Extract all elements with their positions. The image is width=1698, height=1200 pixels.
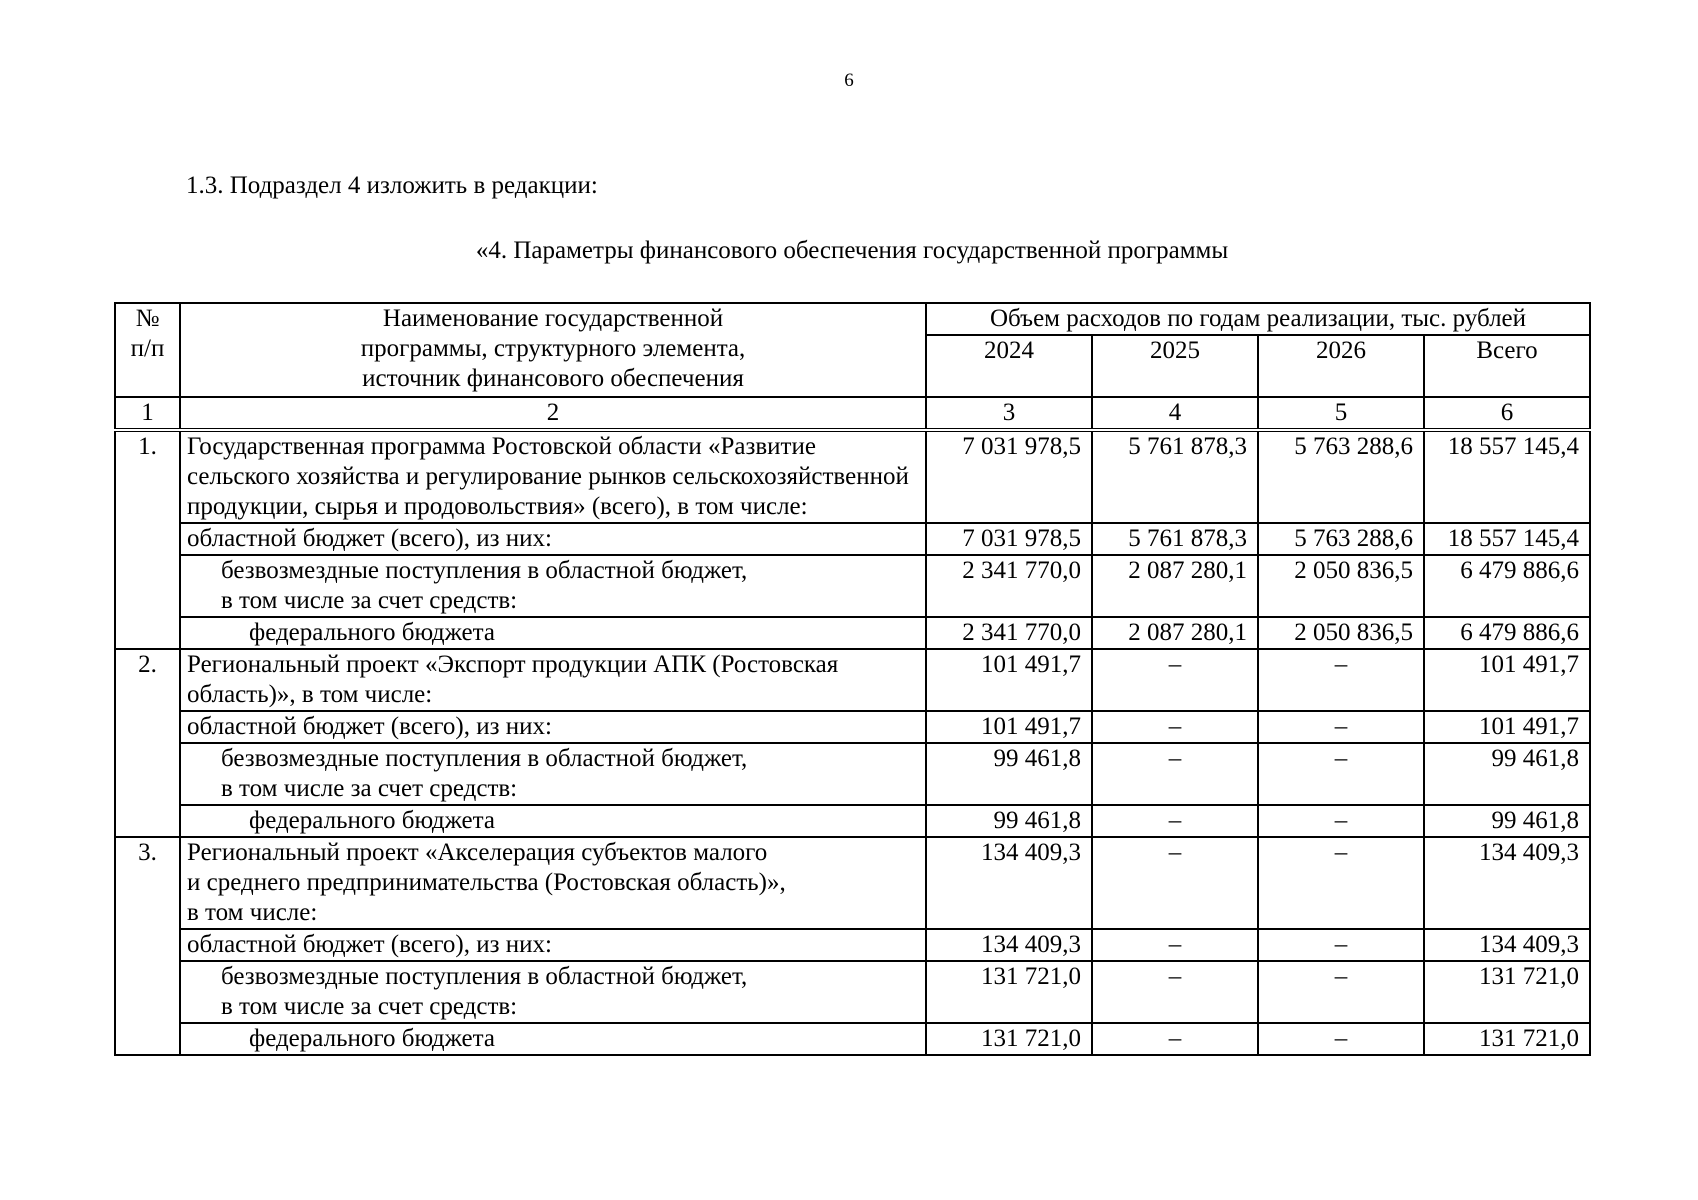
column-number: 2 [180,397,926,430]
table-row [115,430,1590,523]
column-number: 5 [1258,397,1424,430]
cell-2026: 5 763 288,6 [1258,430,1424,523]
table-row [115,1023,1590,1055]
column-number: 3 [926,397,1092,430]
cell-2026: 2 050 836,5 [1258,555,1424,617]
cell-total: 131 721,0 [1424,1023,1590,1055]
row-name: федерального бюджета [180,1023,926,1055]
row-name: безвозмездные поступления в областной бюджет, в том числе за счет средств: [180,555,926,617]
cell-total: 18 557 145,4 [1424,523,1590,555]
cell-2024: 101 491,7 [926,649,1092,711]
row-name: Региональный проект «Экспорт продукции АПК (Ростовская область)», в том числе: [180,649,926,711]
header-no: № п/п [115,303,180,397]
cell-2024: 7 031 978,5 [926,430,1092,523]
header-year-2026: 2026 [1258,335,1424,397]
table-row [115,711,1590,743]
cell-total: 134 409,3 [1424,837,1590,929]
table-row [115,805,1590,837]
cell-2026: 2 050 836,5 [1258,617,1424,649]
cell-2025: – [1092,929,1258,961]
row-name: федерального бюджета [180,805,926,837]
page-number: 6 [844,70,854,91]
row-number: 1. [115,430,180,649]
table-row [115,961,1590,1023]
table-row [115,929,1590,961]
cell-total: 18 557 145,4 [1424,430,1590,523]
row-name: Государственная программа Ростовской области «Развитие сельского хозяйства и регулирование рынков сельскохозяйственной продукции, сырья и продовольствия» (всего), в том числе: [180,430,926,523]
cell-2024: 134 409,3 [926,929,1092,961]
cell-2024: 7 031 978,5 [926,523,1092,555]
cell-2025: – [1092,837,1258,929]
cell-2026: – [1258,1023,1424,1055]
header-year-2024: 2024 [926,335,1092,397]
cell-total: 99 461,8 [1424,805,1590,837]
cell-2025: – [1092,711,1258,743]
cell-2024: 2 341 770,0 [926,555,1092,617]
row-name: федерального бюджета [180,617,926,649]
row-name: безвозмездные поступления в областной бюджет, в том числе за счет средств: [180,961,926,1023]
table-row [115,837,1590,929]
cell-total: 99 461,8 [1424,743,1590,805]
column-number: 1 [115,397,180,430]
cell-2025: – [1092,743,1258,805]
cell-2025: 2 087 280,1 [1092,617,1258,649]
cell-2025: – [1092,649,1258,711]
table-row [115,617,1590,649]
cell-2025: – [1092,1023,1258,1055]
cell-2026: – [1258,743,1424,805]
cell-2024: 131 721,0 [926,961,1092,1023]
financing-table [114,302,1591,1056]
cell-2026: – [1258,711,1424,743]
column-number: 6 [1424,397,1590,430]
cell-total: 131 721,0 [1424,961,1590,1023]
cell-2026: – [1258,805,1424,837]
header-total: Всего [1424,335,1590,397]
row-number: 3. [115,837,180,1055]
cell-total: 134 409,3 [1424,929,1590,961]
row-name: областной бюджет (всего), из них: [180,711,926,743]
row-name: безвозмездные поступления в областной бюджет, в том числе за счет средств: [180,743,926,805]
cell-2026: 5 763 288,6 [1258,523,1424,555]
table-row [115,555,1590,617]
intro-paragraph: 1.3. Подраздел 4 изложить в редакции: [186,172,598,199]
cell-2024: 99 461,8 [926,743,1092,805]
cell-total: 101 491,7 [1424,649,1590,711]
cell-2026: – [1258,837,1424,929]
cell-2025: 5 761 878,3 [1092,523,1258,555]
cell-2025: – [1092,805,1258,837]
header-year-2025: 2025 [1092,335,1258,397]
cell-total: 6 479 886,6 [1424,617,1590,649]
table-row [115,743,1590,805]
cell-2026: – [1258,649,1424,711]
row-name: Региональный проект «Акселерация субъектов малого и среднего предпринимательства (Ростовская область)», в том числе: [180,837,926,929]
row-name: областной бюджет (всего), из них: [180,929,926,961]
cell-2024: 131 721,0 [926,1023,1092,1055]
cell-total: 6 479 886,6 [1424,555,1590,617]
table-row [115,523,1590,555]
cell-total: 101 491,7 [1424,711,1590,743]
table-body [115,430,1590,1055]
cell-2026: – [1258,929,1424,961]
cell-2026: – [1258,961,1424,1023]
row-number: 2. [115,649,180,837]
table-row [115,649,1590,711]
row-name: областной бюджет (всего), из них: [180,523,926,555]
cell-2025: 5 761 878,3 [1092,430,1258,523]
cell-2024: 134 409,3 [926,837,1092,929]
cell-2024: 2 341 770,0 [926,617,1092,649]
cell-2024: 101 491,7 [926,711,1092,743]
cell-2025: 2 087 280,1 [1092,555,1258,617]
column-number: 4 [1092,397,1258,430]
header-name: Наименование государственной программы, структурного элемента, источник финансового обеспечения [180,303,926,397]
cell-2024: 99 461,8 [926,805,1092,837]
cell-2025: – [1092,961,1258,1023]
header-expenses-group: Объем расходов по годам реализации, тыс. рублей [926,303,1590,335]
section-title: «4. Параметры финансового обеспечения государственной программы [475,237,1229,264]
